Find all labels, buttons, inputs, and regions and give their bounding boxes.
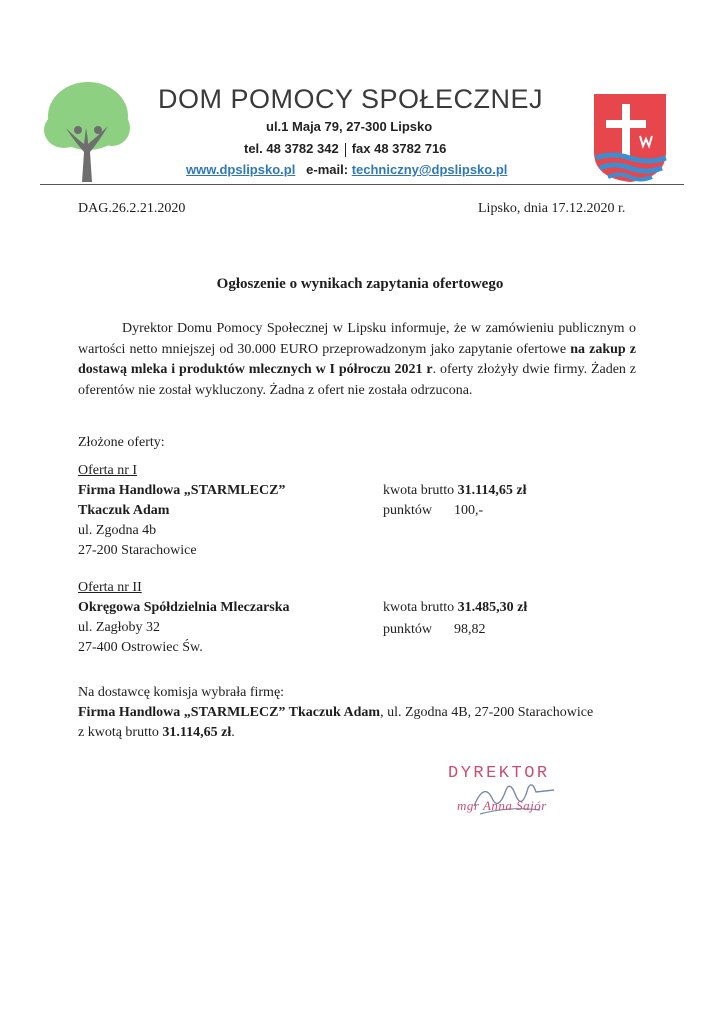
document-heading: Ogłoszenie o wynikach zapytania ofertowego	[216, 276, 504, 292]
sentence-end: .	[231, 725, 235, 740]
announcement-paragraph	[78, 319, 636, 401]
selected-firm: Firma Handlowa „STARMLECZ” Tkaczuk Adam	[78, 705, 381, 720]
selection-intro: Na dostawcę komisja wybrała firmę:	[78, 685, 285, 700]
document-date: Lipsko, dnia 17.12.2020 r.	[478, 201, 626, 216]
amount-prefix: z kwotą brutto	[78, 725, 159, 740]
divider	[345, 143, 346, 157]
offers-label: Złożone oferty:	[78, 435, 165, 450]
points-value: 100,-	[454, 503, 484, 518]
offer2-street: ul. Zagłoby 32	[78, 620, 161, 635]
coat-of-arms-icon	[592, 92, 668, 184]
selected-firm-address: , ul. Zgodna 4B, 27-200 Starachowice	[380, 705, 594, 720]
header-divider	[40, 184, 684, 185]
amount-label: kwota brutto	[383, 600, 455, 615]
offer1-label: Oferta nr I	[78, 463, 138, 478]
offer1-amount	[383, 481, 527, 501]
offer1-firm-name: Firma Handlowa „STARMLECZ”	[78, 483, 286, 498]
offer1-city: 27-200 Starachowice	[78, 543, 197, 558]
selected-amount: 31.114,65 zł	[162, 725, 232, 740]
amount-value: 31.114,65 zł	[457, 483, 527, 498]
director-stamp-name: mgr Anna Sajór	[457, 798, 547, 813]
institution-address: ul.1 Maja 79, 27-300 Lipsko	[266, 119, 433, 134]
offer2-amount	[383, 598, 527, 618]
paragraph-text-end: . oferty złożyły dwie firmy. Żaden z oferentów nie został wykluczony. Żadna z ofert nie została odrzucona.	[78, 362, 636, 398]
website-link[interactable]: www.dpslipsko.pl	[186, 162, 296, 177]
offer2-firm-name: Okręgowa Spółdzielnia Mleczarska	[78, 600, 290, 615]
email-label: e-mail:	[306, 162, 349, 177]
offer2-label: Oferta nr II	[78, 580, 142, 595]
offer2-points	[383, 620, 486, 640]
tree-logo-icon	[42, 78, 132, 186]
points-value: 98,82	[454, 622, 486, 637]
selected-firm-line	[78, 703, 593, 723]
contact-phones	[244, 141, 446, 157]
paragraph-subject: na zakup z dostawą mleka i produktów mlecznych w I półroczu 2021 r	[78, 341, 636, 377]
offer1-street: ul. Zgodna 4b	[78, 523, 157, 538]
amount-value: 31.485,30 zł	[457, 600, 528, 615]
phone-number: tel. 48 3782 342	[244, 141, 339, 156]
points-label: punktów	[383, 622, 432, 637]
offer1-owner-name: Tkaczuk Adam	[78, 503, 170, 518]
offer2-city: 27-400 Ostrowiec Św.	[78, 640, 203, 655]
paragraph-text: Dyrektor Domu Pomocy Społecznej w Lipsku informuje, że w zamówieniu publicznym o wartości netto mniejszej od 30.000 EURO przeprowadzonym jako zapytanie ofertowe	[78, 321, 636, 357]
points-label: punktów	[383, 503, 432, 518]
selected-amount-line	[78, 723, 235, 743]
email-link[interactable]: techniczny@dpslipsko.pl	[351, 162, 508, 177]
offer1-points	[383, 501, 483, 521]
contact-web	[186, 162, 507, 177]
director-stamp-title: DYREKTOR	[448, 764, 550, 783]
amount-label: kwota brutto	[383, 483, 455, 498]
document-reference: DAG.26.2.21.2020	[78, 201, 186, 216]
fax-number: fax 48 3782 716	[351, 141, 447, 156]
institution-title: DOM POMOCY SPOŁECZNEJ	[158, 84, 544, 114]
